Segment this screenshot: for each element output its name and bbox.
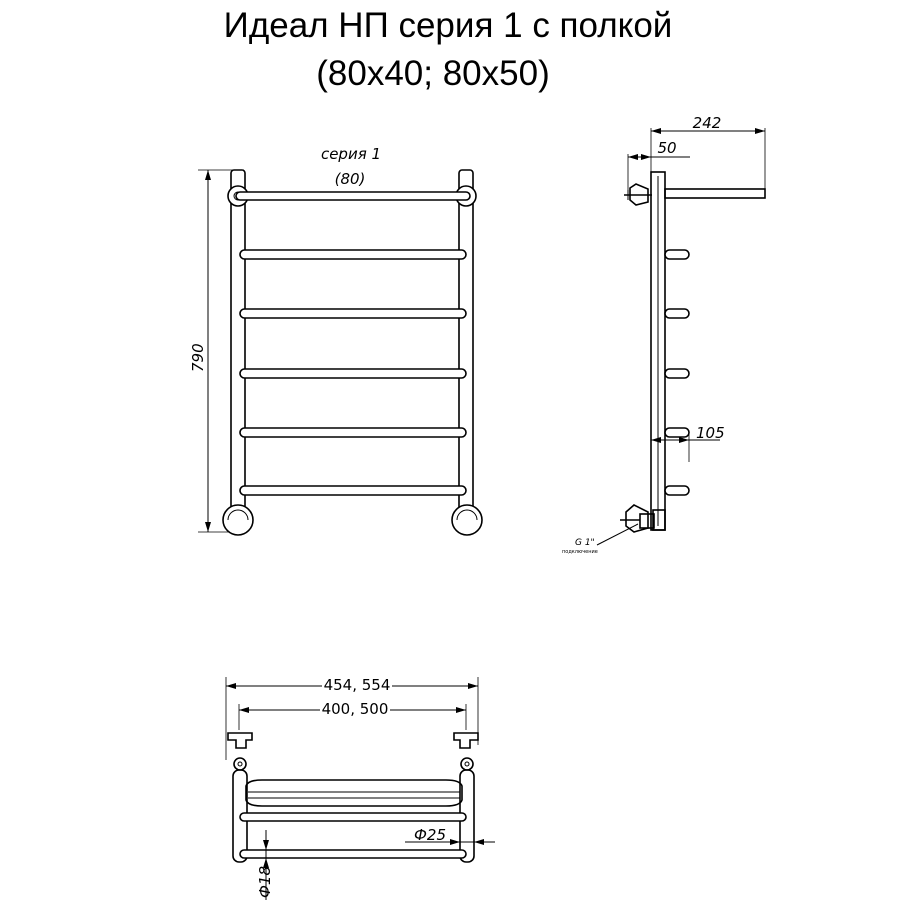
pipe-diameter-label: Ф25 [414,826,446,844]
side-view [562,114,765,555]
rung-side [665,486,689,495]
drawing-title: Идеал НП серия 1 с полкой [223,6,673,45]
thread-label: G 1" [575,538,595,548]
depth-dimension-label: 242 [692,114,722,132]
rung-side [665,428,689,437]
series-label: серия 1 [320,145,382,163]
rung-top [240,813,466,821]
top-view [226,675,495,900]
rung-diameter-label: Ф18 [256,866,274,898]
front-view [189,145,482,535]
series-value-label: (80) [334,170,366,188]
rung [240,486,466,495]
rung [240,309,466,318]
overall-width-label: 454, 554 [323,676,391,694]
wall-offset-dimension-label: 50 [657,139,677,157]
shelf-top [246,780,462,806]
drawing-subtitle: (80x40; 80x50) [316,54,550,93]
pipe-dimension-label: 105 [696,424,725,442]
connection-label: подключение [562,549,598,555]
rung [240,369,466,378]
shelf-side [665,189,765,198]
center-dimension-label: 400, 500 [321,700,389,718]
rung-side [665,369,689,378]
rung-side [665,250,689,259]
rung-side [665,309,689,318]
rung-top [240,850,466,858]
shelf-rail [236,192,470,200]
left-wall-bracket [228,733,252,748]
right-upright [459,170,473,528]
rung [240,428,466,437]
right-wall-bracket [454,733,478,748]
left-upright [231,170,245,528]
rung [240,250,466,259]
height-dimension-label: 790 [189,343,207,372]
